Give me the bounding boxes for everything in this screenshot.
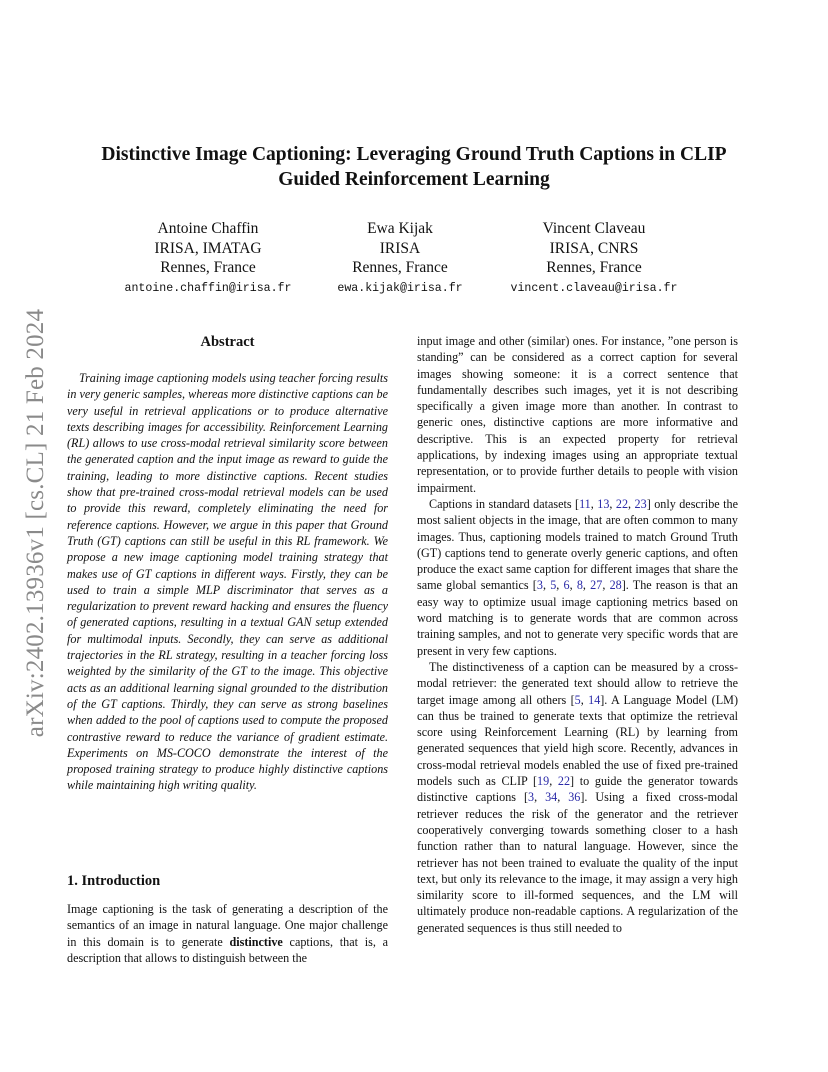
author-affiliation: IRISA, IMATAG	[154, 239, 262, 257]
text-segment: ]. A Language Model (LM) can thus be trained to generate texts that optimize the retrieval score using Reinforcement Learning (RL) by learning from generated sequences that yield high score. Recently, advances in cross-modal retrieval models enabled the use of fixed pre-trained models such as CLIP [	[417, 692, 738, 789]
intro-text-part-b: captions, that is, a description that allows to distinguish between the	[67, 934, 388, 965]
introduction-heading: 1. Introduction	[67, 873, 161, 889]
author-name: Vincent Claveau	[542, 220, 646, 237]
text-segment: ] only describe the most salient objects in the image, that are often common to many images. Thus, captioning models trained to match Ground Truth (GT) captions tend to generate overly generic captions, and often produce the exact same caption for different images that share the same global semantics [	[417, 496, 738, 593]
left-column	[67, 333, 388, 965]
body-paragraph-1: input image and other (similar) ones. For instance, ”one person is standing” can be considered as a correct caption for several images showing someone: it is a correct sentence that fundamentally describes such images, yet it is not describing specifically a given image more than another. In contrast to generic ones, distinctive captions are more informative and descriptive. This is an expected property for retrieval applications, by indexing images using an appropriate textual representation, or to provide further details to people with vision impairment.	[417, 334, 738, 495]
citation-link[interactable]: 5	[550, 578, 557, 593]
author-email: vincent.claveau@irisa.fr	[510, 281, 678, 295]
body-paragraph-2: Captions in standard datasets [11, 13, 22, 23] only describe the most salient objects in the image, that are often common to many images. Thus, captioning models trained to match Ground Truth (GT) captions tend to generate overly generic captions, and often produce the exact same caption for different images that share the same global semantics [3, 5, 6, 8, 27, 28]. The reason is that an easy way to optimize usual image captioning metrics based on word matching is to generate words that are common across training samples, and not to generate very specific words that are present in very few captions.	[417, 496, 738, 658]
citation-link[interactable]: 14	[588, 692, 601, 707]
citation-link[interactable]: 3	[528, 790, 535, 805]
paper-title	[60, 142, 768, 192]
text-segment: ] to guide the generator towards distinctive captions [	[417, 774, 738, 805]
author-location: Rennes, France	[160, 259, 256, 276]
citation-link[interactable]: 11	[579, 496, 591, 511]
citation-link[interactable]: 28	[609, 578, 622, 593]
author-affiliation: IRISA	[379, 239, 421, 257]
citation-link[interactable]: 19	[537, 774, 550, 789]
author-location: Rennes, France	[352, 259, 448, 276]
citation-link[interactable]: 5	[574, 692, 581, 707]
intro-emphasis-distinctive: distinctive	[229, 934, 283, 949]
text-segment: The distinctiveness of a caption can be measured by a cross-modal retriever: the generated text should allow to retrieve the target image among all others [	[417, 659, 738, 707]
paper-title-line-2: Guided Reinforcement Learning	[278, 169, 550, 190]
right-column	[417, 333, 738, 936]
citation-link[interactable]: 3	[536, 578, 543, 593]
text-segment: ]. Using a fixed cross-modal retriever reduces the risk of the generator and the retriever cooperatively converging towards something closer to a hash function rather than to natural language. However, since the retriever has not been trained to evaluate the quality of the input text, but only its relevance to the image, it may assign a very high similarity score to ill-formed sequences, and the LM will ultimately produce non-readable captions. A regularization of the generated sequences is thus still needed to	[417, 790, 738, 935]
author-location: Rennes, France	[546, 259, 642, 276]
citation-link[interactable]: 22	[615, 496, 629, 511]
author-affiliation: IRISA, CNRS	[549, 239, 639, 257]
citation-link[interactable]: 36	[568, 790, 581, 805]
author-block-1	[111, 219, 305, 297]
text-segment: ]. The reason is that an easy way to optimize usual image captioning metrics based on word matching is to generate words that are common across training samples, and not to generate very specific words that are present in very few captions.	[417, 578, 738, 658]
paper-title-line-1: Distinctive Image Captioning: Leveraging Ground Truth Captions in CLIP	[101, 144, 727, 165]
author-name: Ewa Kijak	[367, 220, 433, 237]
citation-link[interactable]: 13	[597, 496, 610, 511]
abstract-heading: Abstract	[200, 334, 255, 350]
text-segment: Captions in standard datasets [	[429, 496, 580, 511]
author-block-3	[496, 219, 692, 297]
author-email: antoine.chaffin@irisa.fr	[124, 281, 292, 295]
author-block-2	[322, 219, 478, 297]
body-paragraph-3: The distinctiveness of a caption can be measured by a cross-modal retriever: the generated text should allow to retrieve the target image among all others [5, 14]. A Language Model (LM) can thus be trained to generate texts that optimize the retrieval score using Reinforcement Learning (RL) by learning from generated sequences that yield high score. Recently, advances in cross-modal retrieval models enabled the use of fixed pre-trained models such as CLIP [19, 22] to guide the generator towards distinctive captions [3, 34, 36]. Using a fixed cross-modal retriever reduces the risk of the generator and the retriever cooperatively converging towards something closer to a hash function rather than to natural language. However, since the retriever has not been trained to evaluate the quality of the input text, but only its relevance to the image, it may assign a very high similarity score to ill-formed sequences, and the LM will ultimately produce non-readable captions. A regularization of the generated sequences is thus still needed to	[417, 659, 738, 935]
citation-link[interactable]: 27	[590, 578, 603, 593]
citation-link[interactable]: 6	[563, 578, 570, 593]
author-email: ewa.kijak@irisa.fr	[337, 281, 463, 295]
introduction-paragraph	[67, 901, 388, 966]
arxiv-identifier-text: arXiv:2402.13936v1 [cs.CL] 21 Feb 2024	[22, 308, 50, 738]
author-name: Antoine Chaffin	[157, 220, 259, 237]
citation-link[interactable]: 34	[545, 790, 558, 805]
abstract-text: Training image captioning models using teacher forcing results in very generic samples, whereas more distinctive captions can be very useful in retrieval applications or to produce alternative texts describing images for accessibility. Reinforcement Learning (RL) allows to use cross-modal retrieval similarity score between the generated caption and the input image as reward to guide the training, leading to more distinctive captions. Recent studies show that pre-trained cross-modal retrieval models can be used to provide this reward, completely eliminating the need for reference captions. However, we argue in this paper that Ground Truth (GT) captions can still be useful in this RL framework. We propose a new image captioning model training strategy that makes use of GT captions in different ways. Firstly, they can be used to train a simple MLP discriminator that serves as a regularization to prevent reward hacking and ensures the fluency of generated captions, resulting in a textual GAN setup extended for multimodal inputs. Secondly, they can serve as additional trajectories in the RL strategy, resulting in a teacher forcing loss weighted by the similarity of the GT to the image. This objective acts as an additional learning signal grounded to the distribution of the GT captions. Thirdly, they can serve as strong baselines when added to the pool of captions used to compute the proposed contrastive reward to reduce the variance of gradient estimate. Experiments on MS-COCO demonstrate the interest of the proposed training strategy to produce highly distinctive captions while maintaining high writing quality.	[67, 371, 388, 793]
citation-link[interactable]: 8	[576, 578, 583, 593]
citation-link[interactable]: 22	[557, 774, 571, 789]
intro-text-part-a: Image captioning is the task of generating a description of the semantics of an image in natural language. One major challenge in this domain is to generate	[67, 902, 388, 949]
citation-link[interactable]: 23	[634, 496, 647, 511]
arxiv-identifier-stamp	[18, 288, 54, 758]
